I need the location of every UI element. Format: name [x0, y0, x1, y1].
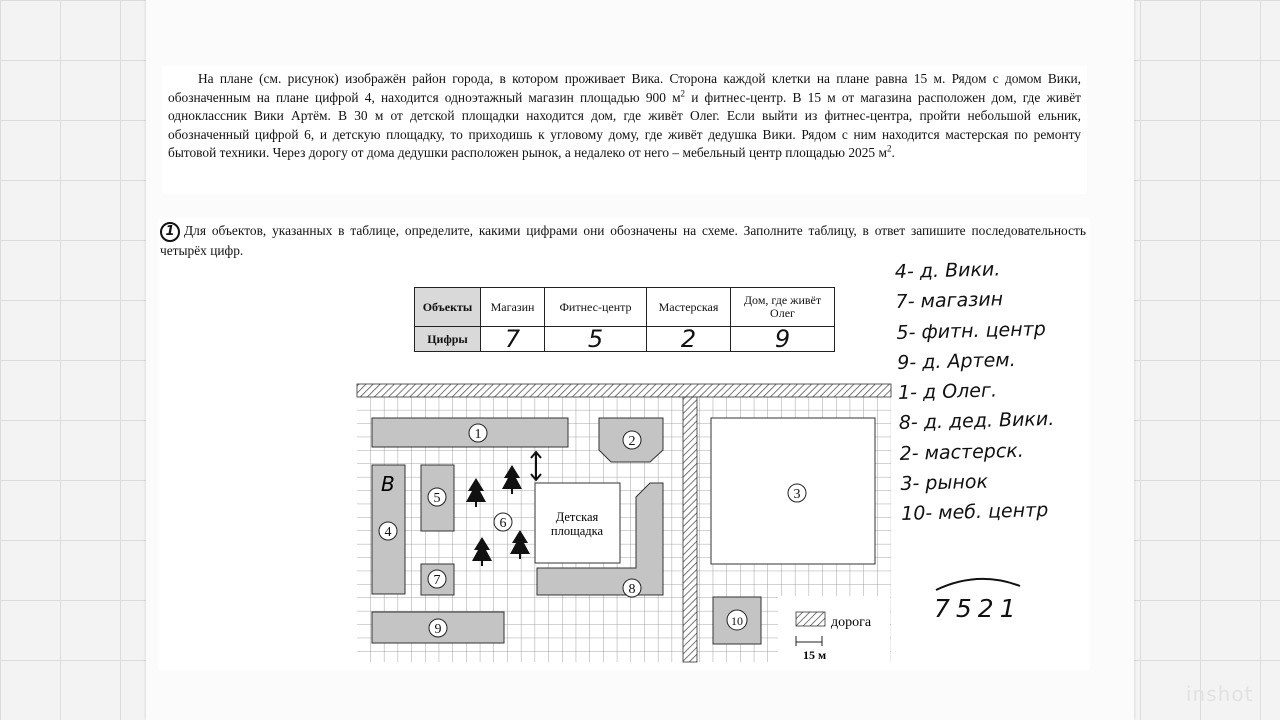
- answer-cell: 5: [545, 327, 647, 352]
- playground-label-line2: площадка: [550, 524, 604, 538]
- task-text: Для объектов, указанных в таблице, определите, какими цифрами они обозначены на схеме. Заполните таблицу, в ответ запишите последовательность четырёх цифр.: [160, 223, 1086, 258]
- scale-label: 15 м: [803, 648, 827, 662]
- task-number-circled: 1: [160, 222, 180, 242]
- answer-cell: 9: [731, 327, 835, 352]
- label-3: 3: [793, 487, 801, 502]
- column-header: Фитнес-центр: [545, 288, 647, 327]
- label-4: 4: [384, 525, 392, 540]
- column-header: Дом, где живёт Олег: [731, 288, 835, 327]
- label-5: 5: [433, 491, 441, 506]
- table-header-label: Объекты: [415, 288, 481, 327]
- table-row-label: Цифры: [415, 327, 481, 352]
- final-answer: 7521: [934, 594, 1022, 623]
- legend-road-label: дорога: [831, 615, 872, 630]
- superscript: 2: [886, 143, 892, 154]
- problem-text-part2: и фитнес-центр. В 15 м от магазина расположен дом, где живёт одноклассник Вики Артём. В 30 м от детской площадки находится дом, где живёт Олег. Если выйти из фитнес-центра, пройти небольшой ельник, обозначенный цифрой 6, и детскую площадку, то приходишь к угловому дому, где живёт дедушка Вики. Рядом с ним находится мастерская по ремонту бытовой техники. Через дорогу от дома дедушки расположен рынок, а недалеко от него – мебельный центр площадью 2025 м: [168, 89, 1081, 161]
- road-top: [357, 384, 891, 397]
- note-line: 5- фитн. центр: [896, 317, 1047, 344]
- problem-text-end: .: [891, 145, 895, 161]
- road-vertical: [683, 397, 697, 662]
- column-header: Магазин: [481, 288, 545, 327]
- answer-cell: 7: [481, 327, 545, 352]
- note-line: 9- д. Артем.: [896, 348, 1016, 374]
- label-2: 2: [628, 434, 636, 449]
- answer-cell: 2: [647, 327, 731, 352]
- handwritten-notes: [894, 251, 1131, 530]
- problem-text-part1: На плане (см. рисунок) изображён район города, в котором проживает Вика. Сторона каждой клетки на плане равна 15 м. Рядом с домом Вики, обозначенным на плане цифрой 4, находится одноэтажный магазин площадью 900 м: [168, 71, 1081, 105]
- arc-mark: [930, 572, 1026, 594]
- handwritten-letter: В: [381, 472, 395, 496]
- column-header: Мастерская: [647, 288, 731, 327]
- note-line: 1- д Олег.: [897, 379, 998, 405]
- legend-road-swatch: [796, 612, 825, 626]
- playground-label-line1: Детская: [555, 510, 599, 524]
- label-9: 9: [434, 622, 442, 637]
- note-line: 7- магазин: [895, 288, 1004, 314]
- note-line: 3- рынок: [900, 470, 989, 496]
- label-7: 7: [433, 573, 441, 588]
- superscript: 2: [680, 88, 686, 99]
- note-line: 4- д. Вики.: [894, 258, 1001, 284]
- label-1: 1: [474, 427, 482, 442]
- label-6: 6: [499, 516, 507, 531]
- note-line: 10- меб. центр: [900, 499, 1049, 526]
- label-8: 8: [628, 582, 636, 597]
- label-10: 10: [731, 614, 743, 628]
- watermark: inshot: [1186, 682, 1254, 706]
- note-line: 2- мастерск.: [899, 439, 1025, 465]
- note-line: 8- д. дед. Вики.: [898, 408, 1055, 435]
